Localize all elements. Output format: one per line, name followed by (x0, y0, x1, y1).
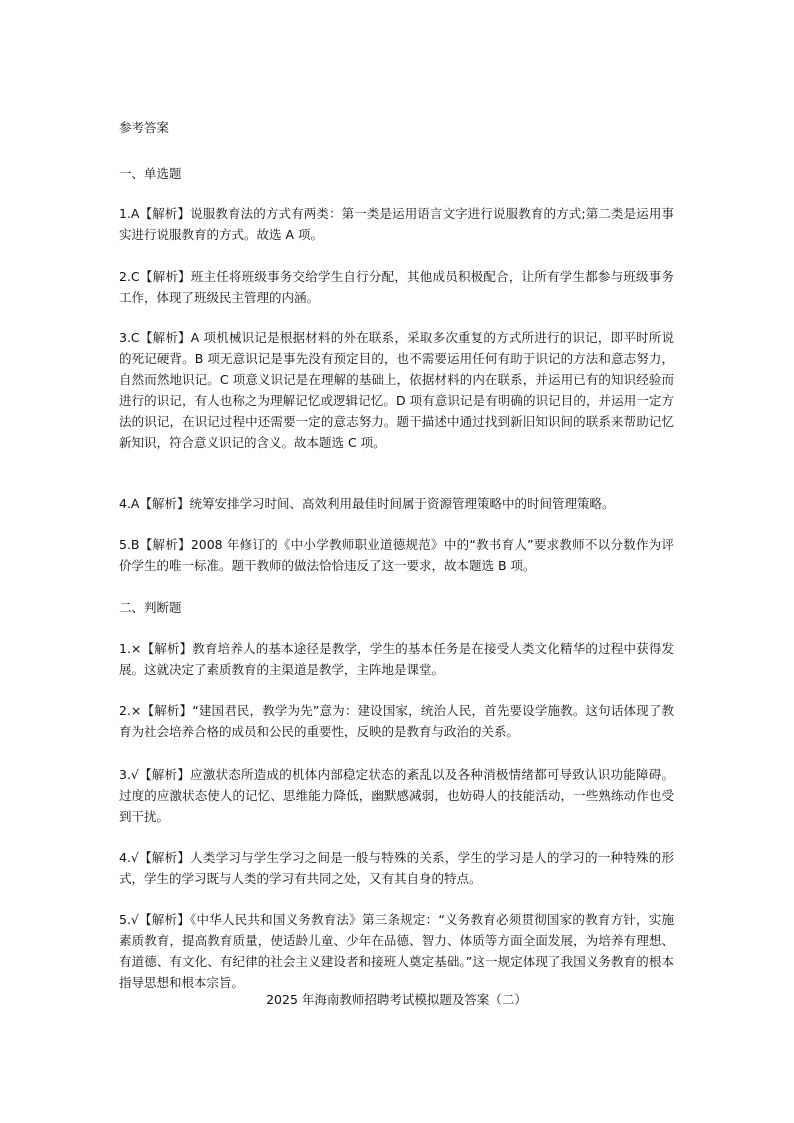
section-title-single-choice: 一、单选题 (119, 166, 182, 181)
document-heading: 参考答案 (119, 120, 170, 135)
answer-item: 5.√【解析】《中华人民共和国义务教育法》第三条规定：“义务教育必须贯彻国家的教育方针，实施素质教育，提高教育质量，使适龄儿童、少年在品德、智力、体质等方面全面发展，为培养有理想、有道德、有文化、有纪律的社会主义建设者和接班人奠定基础。”这一规定体现了我国义务教育的根本指导思想和根本宗旨。 (119, 912, 674, 990)
answer-item: 3.√【解析】应激状态所造成的机体内部稳定状态的紊乱以及各种消极情绪都可导致认识功能障碍。过度的应激状态使人的记忆、思维能力降低，幽默感减弱，也妨碍人的技能活动，一些熟练动作也受到干扰。 (119, 767, 674, 824)
answer-item: 1.×【解析】教育培养人的基本途径是教学，学生的基本任务是在接受人类文化精华的过程中获得发展。这就决定了素质教育的主渠道是教学，主阵地是课堂。 (119, 641, 674, 677)
answer-item: 2.×【解析】“建国君民，教学为先”意为：建设国家，统治人民，首先要设学施教。这句话体现了教育为社会培养合格的成员和公民的重要性，反映的是教育与政治的关系。 (119, 703, 674, 739)
answer-item: 2.C【解析】班主任将班级事务交给学生自行分配，其他成员积极配合，让所有学生都参与班级事务工作，体现了班级民主管理的内涵。 (119, 269, 674, 305)
answer-item: 4.A【解析】统筹安排学习时间、高效利用最佳时间属于资源管理策略中的时间管理策略。 (119, 496, 615, 511)
answer-item: 5.B【解析】2008 年修订的《中小学教师职业道德规范》中的“教书育人”要求教师不以分数作为评价学生的唯一标准。题干教师的做法恰恰违反了这一要求，故本题选 B 项。 (119, 537, 674, 573)
answer-item: 4.√【解析】人类学习与学生学习之间是一般与特殊的关系，学生的学习是人的学习的一种特殊的形式，学生的学习既与人类的学习有共同之处，又有其自身的特点。 (119, 850, 674, 886)
section-title-true-false: 二、判断题 (119, 600, 182, 615)
answer-item: 3.C【解析】A 项机械识记是根据材料的外在联系，采取多次重复的方式所进行的识记，即平时所说的死记硬背。B 项无意识记是事先没有预定目的，也不需要运用任何有助于识记的方法和意志努力，自然而然地识记。C 项意义识记是在理解的基础上，依据材料的内在联系，并运用已有的知识经验而进行的识记，有人也称之为理解记忆或逻辑记忆。D 项有意识记是有明确的识记目的，并运用一定方法的识记，在识记过程中还需要一定的意志努力。题干描述中通过找到新旧知识间的联系来帮助记忆新知识，符合意义识记的含义。故本题选 C 项。 (119, 330, 674, 450)
answer-item: 1.A【解析】说服教育法的方式有两类：第一类是运用语言文字进行说服教育的方式;第二类是运用事实进行说服教育的方式。故选 A 项。 (119, 206, 674, 242)
page-footer: 2025 年海南教师招聘考试模拟题及答案（二） (266, 992, 527, 1007)
